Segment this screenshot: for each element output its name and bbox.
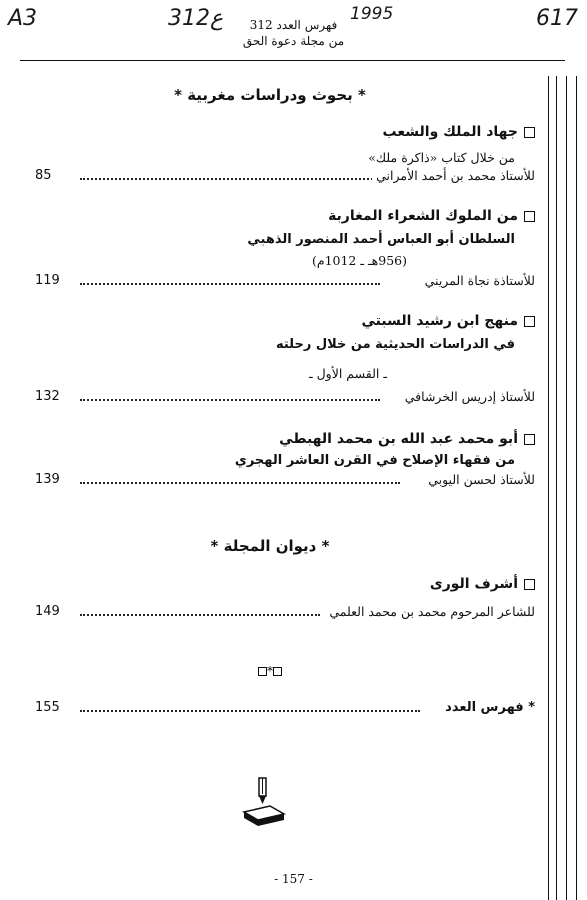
dot-leader xyxy=(80,482,400,484)
page-number: 139 xyxy=(35,472,60,487)
entry-title: جهاد الملك والشعب xyxy=(383,124,535,140)
separator-ornament xyxy=(0,664,540,678)
dot-leader xyxy=(80,614,320,616)
page-number: 155 xyxy=(35,700,60,715)
entry-title: أبو محمد عبد الله بن محمد الهبطي xyxy=(279,431,535,447)
annotation-year: 1995 xyxy=(350,4,394,24)
entry-part: ـ القسم الأول ـ xyxy=(308,366,387,381)
toc-entry-line xyxy=(35,273,535,291)
entry-author: للأستاذ إدريس الخرشافي xyxy=(401,389,535,404)
toc-entry-line xyxy=(35,472,535,490)
index-label: * فهرس العدد xyxy=(441,700,535,715)
annotation-top-left: A3 xyxy=(8,6,38,31)
checkbox-icon xyxy=(524,434,535,445)
checkbox-icon xyxy=(524,127,535,138)
annotation-issue: 312ع xyxy=(168,6,224,31)
poem-author: للشاعر المرحوم محمد بن محمد العلمي xyxy=(325,604,535,619)
poem-title: أشرف الورى xyxy=(430,576,535,592)
entry-subtitle: السلطان أبو العباس أحمد المنصور الذهبي xyxy=(247,232,515,247)
toc-entry-line xyxy=(35,389,535,407)
page-number-footer: - 157 - xyxy=(274,872,313,886)
header-issue-index: فهرس العدد 312 xyxy=(249,18,338,32)
vertical-rule xyxy=(556,76,557,900)
dot-leader xyxy=(80,178,380,180)
annotation-top-right: 617 xyxy=(536,6,578,31)
dot-leader xyxy=(80,399,380,401)
toc-index-line xyxy=(35,700,535,718)
header-divider xyxy=(20,60,565,61)
entry-author: للأستاذة نجاة المريني xyxy=(421,273,535,288)
square-icon xyxy=(258,667,267,676)
checkbox-icon xyxy=(524,316,535,327)
dot-leader xyxy=(80,283,380,285)
section-title-studies: * بحوث ودراسات مغربية * xyxy=(174,86,366,104)
pen-and-book-icon xyxy=(240,776,288,828)
page-number: 85 xyxy=(35,168,52,183)
checkbox-icon xyxy=(524,579,535,590)
entry-author: للأستاذ لحسن اليوبي xyxy=(424,472,535,487)
page-number: 132 xyxy=(35,389,60,404)
vertical-rule xyxy=(566,76,567,900)
dot-leader xyxy=(80,710,420,712)
toc-entry-line xyxy=(35,604,535,622)
separator-star: * xyxy=(267,664,273,678)
vertical-rule xyxy=(576,76,577,900)
vertical-rule xyxy=(548,76,549,900)
entry-subtitle: من فقهاء الإصلاح في القرن العاشر الهجري xyxy=(234,453,515,468)
entry-title: منهج ابن رشيد السبتي xyxy=(361,313,535,329)
header-magazine-name: من مجلة دعوة الحق xyxy=(242,34,345,48)
entry-author: للأستاذ محمد بن أحمد الأمراني xyxy=(372,168,535,183)
entry-dates: (956هـ ـ 1012م) xyxy=(311,253,407,268)
toc-entry-line xyxy=(35,168,535,186)
entry-subtitle: من خلال كتاب «ذاكرة ملك» xyxy=(368,150,515,165)
entry-subtitle: في الدراسات الحديثية من خلال رحلته xyxy=(275,337,515,352)
entry-title: من الملوك الشعراء المغاربة xyxy=(328,208,535,224)
page-number: 149 xyxy=(35,604,60,619)
square-icon xyxy=(273,667,282,676)
checkbox-icon xyxy=(524,211,535,222)
section-title-diwan: * ديوان المجلة * xyxy=(210,537,330,555)
page-number: 119 xyxy=(35,273,60,288)
